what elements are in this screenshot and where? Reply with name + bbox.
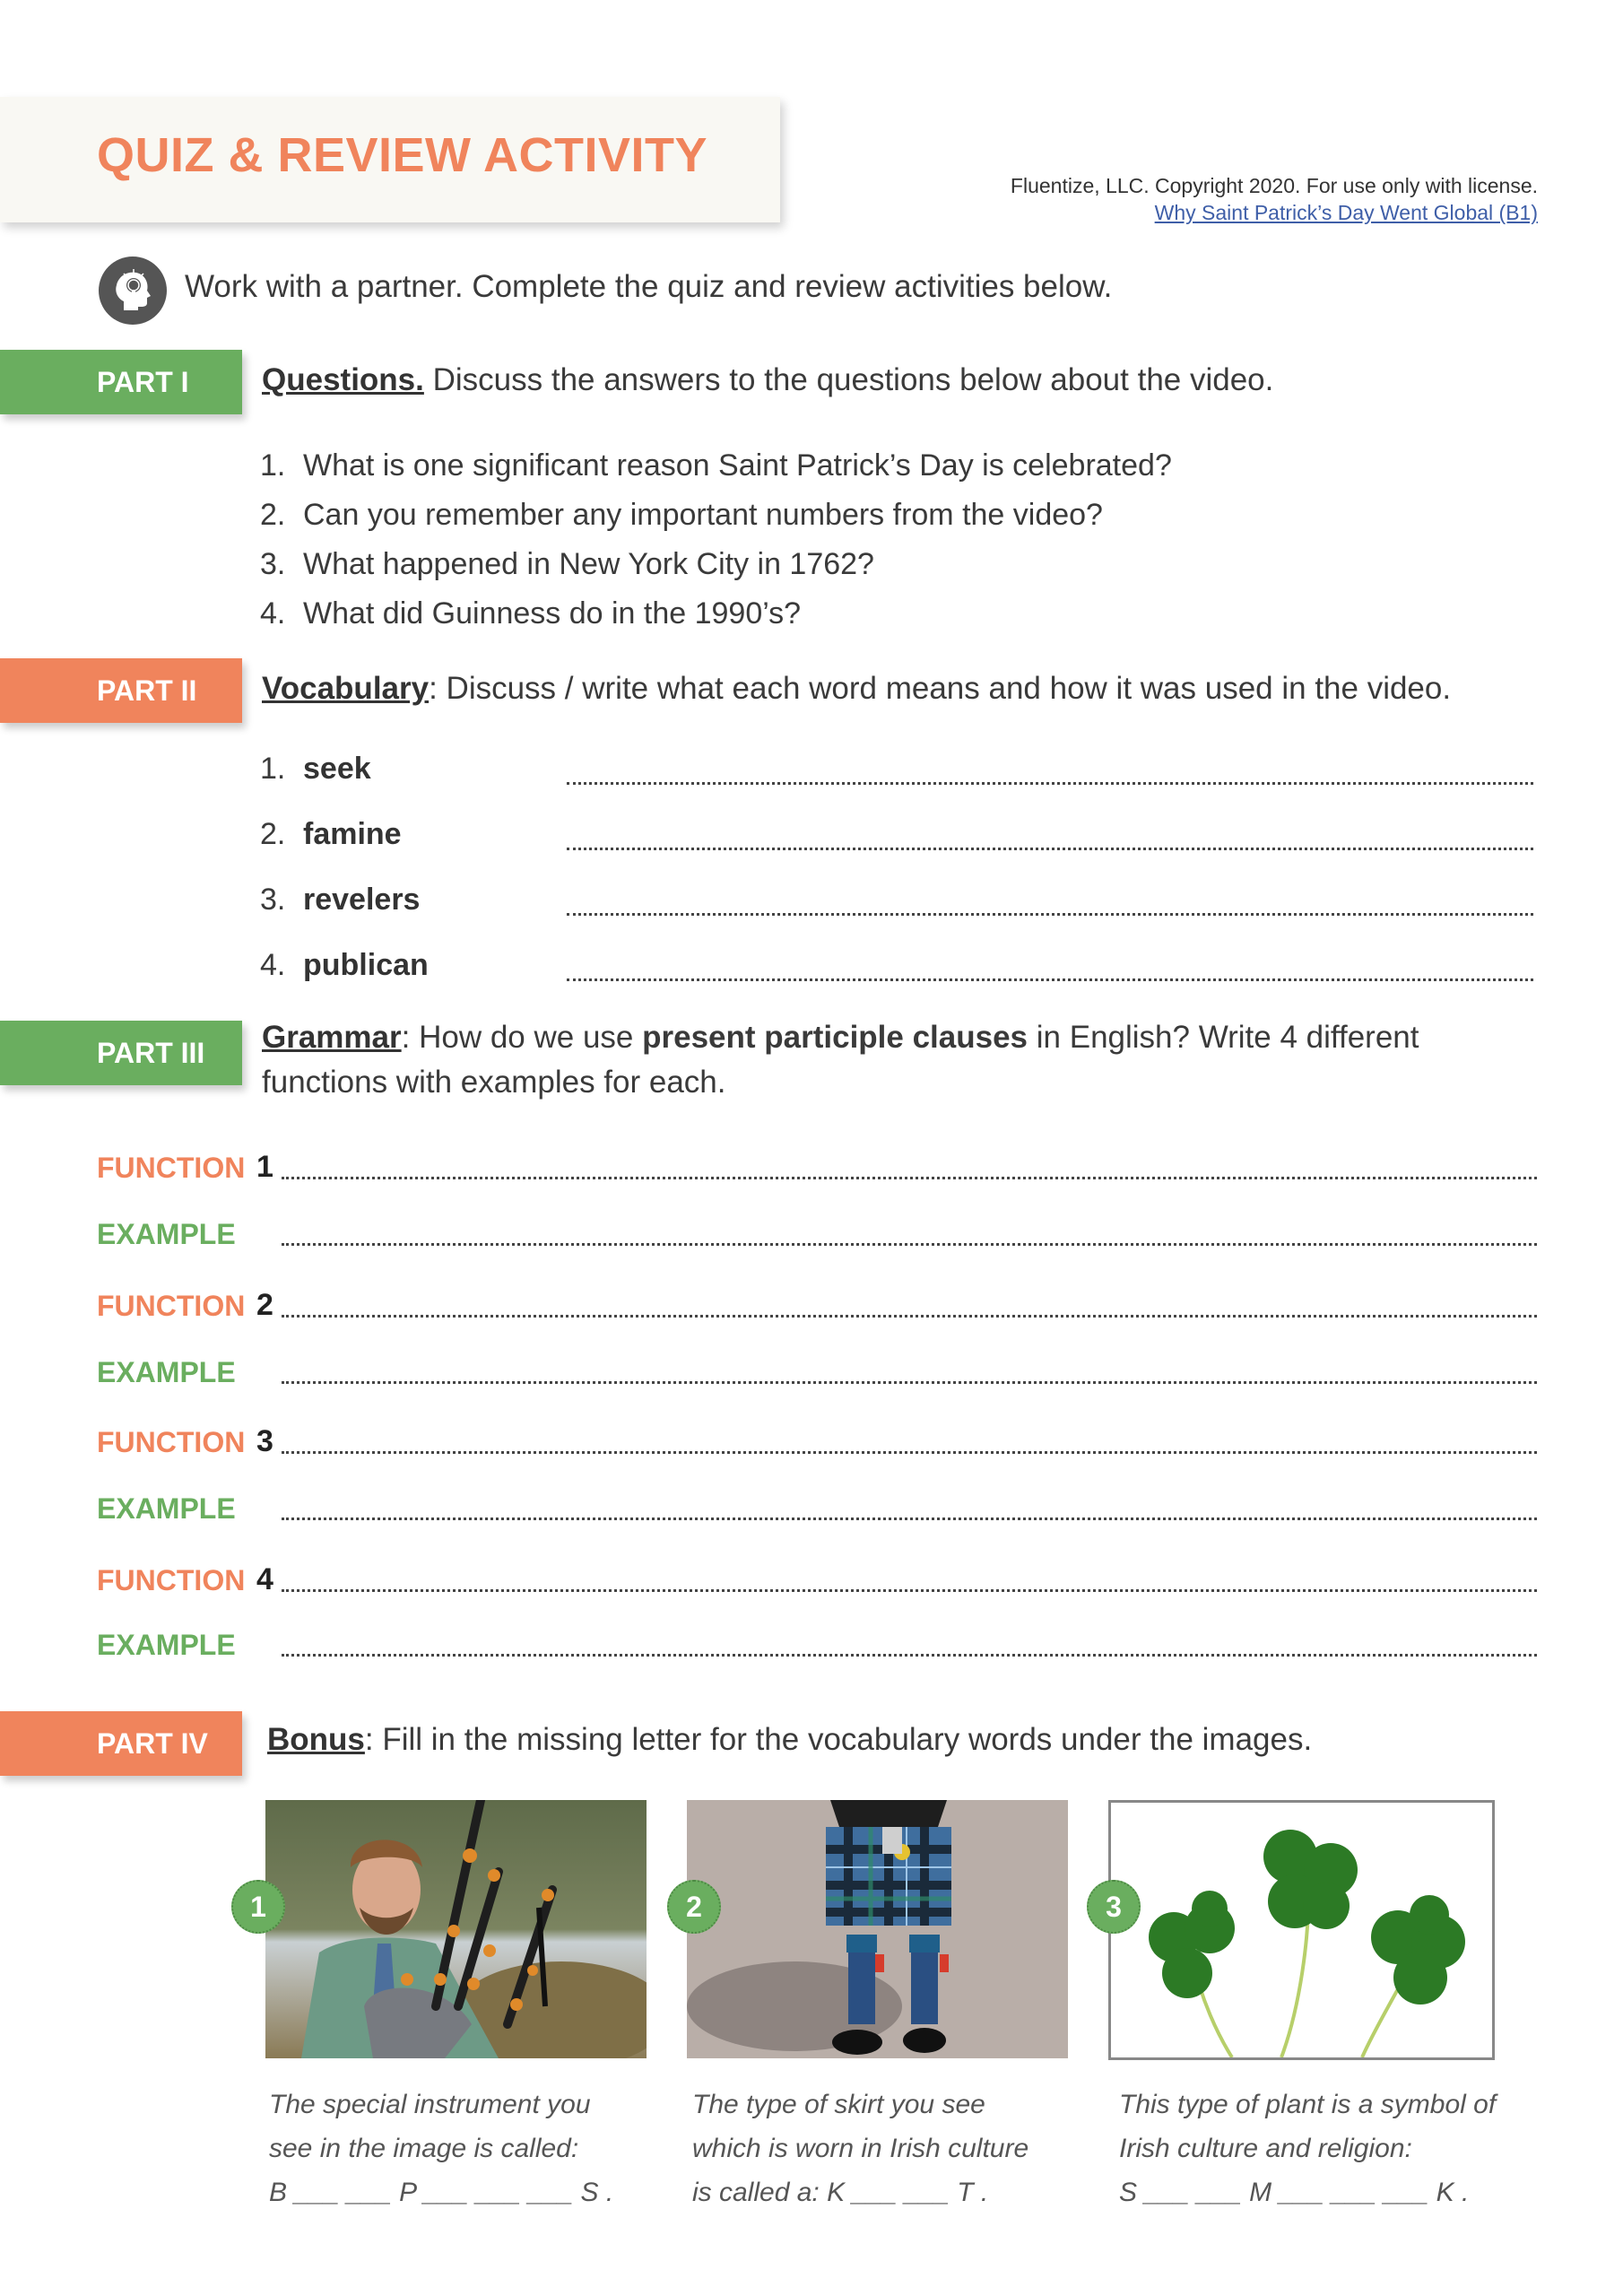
part-1-key: Questions. — [262, 362, 424, 397]
fill-in-answer[interactable]: B ___ ___ P ___ ___ ___ S . — [269, 2178, 614, 2207]
caption-line: The special instrument you — [269, 2090, 591, 2119]
part-4-heading — [267, 1722, 1312, 1758]
part-3-key: Grammar — [262, 1020, 402, 1055]
part-4-tab: PART IV — [0, 1711, 242, 1776]
vocab-row — [260, 752, 1533, 796]
caption-line: Irish culture and religion: — [1119, 2134, 1412, 2163]
vocab-number: 2. — [260, 817, 286, 851]
question-number: 3. — [260, 547, 286, 581]
part-3-text: in English? Write 4 different — [1028, 1020, 1419, 1055]
vocab-answer-line[interactable] — [567, 913, 1533, 916]
vocab-word: famine — [303, 817, 402, 851]
bagpiper-photo — [265, 1800, 647, 2058]
part-3-text: functions with examples for each. — [262, 1065, 726, 1100]
kilt-photo — [687, 1800, 1068, 2058]
vocab-row — [260, 817, 1533, 862]
question-item — [260, 491, 1172, 540]
caption-1 — [269, 2083, 655, 2214]
question-number: 4. — [260, 596, 286, 631]
question-text: What did Guinness do in the 1990’s? — [303, 596, 802, 631]
part-2-instruction: : Discuss / write what each word means and how it was used in the video. — [429, 671, 1452, 706]
part-3-tab: PART III — [0, 1021, 242, 1085]
question-item — [260, 441, 1172, 491]
caption-2 — [692, 2083, 1078, 2214]
example-label: EXAMPLE — [97, 1629, 236, 1661]
page-title: QUIZ & REVIEW ACTIVITY — [97, 128, 708, 182]
part-2-tab: PART II — [0, 658, 242, 723]
example-label: EXAMPLE — [97, 1356, 236, 1388]
caption-line: see in the image is called: — [269, 2134, 579, 2163]
example-answer-line[interactable] — [282, 1243, 1537, 1246]
part-4-key: Bonus — [267, 1722, 365, 1757]
function-answer-line[interactable] — [282, 1315, 1537, 1318]
function-label: FUNCTION — [97, 1564, 246, 1596]
function-number: 1 — [256, 1150, 273, 1184]
question-text: What is one significant reason Saint Patrick’s Day is celebrated? — [303, 448, 1172, 483]
caption-3 — [1119, 2083, 1541, 2214]
vocab-answer-line[interactable] — [567, 978, 1533, 981]
part-1-heading — [262, 362, 1273, 398]
part-2-key: Vocabulary — [262, 671, 430, 706]
function-label: FUNCTION — [97, 1290, 246, 1322]
question-number: 1. — [260, 448, 286, 483]
example-label: EXAMPLE — [97, 1492, 236, 1525]
part-1-tab: PART I — [0, 350, 242, 414]
fill-in-answer[interactable]: S ___ ___ M ___ ___ ___ K . — [1119, 2178, 1470, 2207]
part-3-bold-term: present participle clauses — [642, 1020, 1028, 1055]
function-answer-line[interactable] — [282, 1589, 1537, 1592]
image-badge-1: 1 — [231, 1880, 285, 1934]
head-lightbulb-icon — [99, 257, 167, 325]
vocab-row — [260, 948, 1533, 993]
function-label: FUNCTION — [97, 1426, 246, 1458]
function-label: FUNCTION — [97, 1152, 246, 1184]
lesson-link[interactable]: Why Saint Patrick’s Day Went Global (B1) — [1154, 201, 1538, 224]
image-badge-2: 2 — [667, 1880, 721, 1934]
copyright-block — [1011, 172, 1538, 226]
caption-line: This type of plant is a symbol of — [1119, 2090, 1497, 2119]
copyright-text: Fluentize, LLC. Copyright 2020. For use only with license. — [1010, 174, 1538, 197]
shamrock-photo — [1108, 1800, 1495, 2060]
vocab-number: 4. — [260, 948, 286, 982]
instruction-text: Work with a partner. Complete the quiz and review activities below. — [185, 269, 1113, 304]
vocab-word: publican — [303, 948, 429, 982]
question-item — [260, 540, 1172, 589]
part-1-instruction: Discuss the answers to the questions below about the video. — [423, 362, 1274, 397]
vocab-answer-line[interactable] — [567, 848, 1533, 850]
question-text: What happened in New York City in 1762? — [303, 547, 874, 581]
function-answer-line[interactable] — [282, 1451, 1537, 1454]
example-answer-line[interactable] — [282, 1518, 1537, 1520]
vocab-word: revelers — [303, 883, 421, 917]
question-item — [260, 589, 1172, 639]
part-4-instruction: : Fill in the missing letter for the vocabulary words under the images. — [364, 1722, 1313, 1757]
example-answer-line[interactable] — [282, 1381, 1537, 1384]
vocab-word: seek — [303, 752, 371, 786]
question-text: Can you remember any important numbers from the video? — [303, 498, 1103, 532]
function-number: 2 — [256, 1288, 273, 1322]
part-3-text: : How do we use — [401, 1020, 643, 1055]
example-answer-line[interactable] — [282, 1654, 1537, 1657]
vocab-row — [260, 883, 1533, 927]
function-number: 4 — [256, 1562, 273, 1596]
vocab-number: 1. — [260, 752, 286, 786]
function-number: 3 — [256, 1424, 273, 1458]
function-answer-line[interactable] — [282, 1177, 1537, 1179]
vocab-number: 3. — [260, 883, 286, 917]
fill-in-answer[interactable]: is called a: K ___ ___ T . — [692, 2178, 989, 2207]
example-label: EXAMPLE — [97, 1218, 236, 1250]
part-3-heading — [262, 1015, 1571, 1105]
caption-line: The type of skirt you see — [692, 2090, 985, 2119]
part-2-heading — [262, 671, 1451, 707]
vocab-answer-line[interactable] — [567, 782, 1533, 785]
caption-line: which is worn in Irish culture — [692, 2134, 1029, 2163]
image-badge-3: 3 — [1087, 1880, 1141, 1934]
question-list — [260, 441, 1172, 639]
question-number: 2. — [260, 498, 286, 532]
